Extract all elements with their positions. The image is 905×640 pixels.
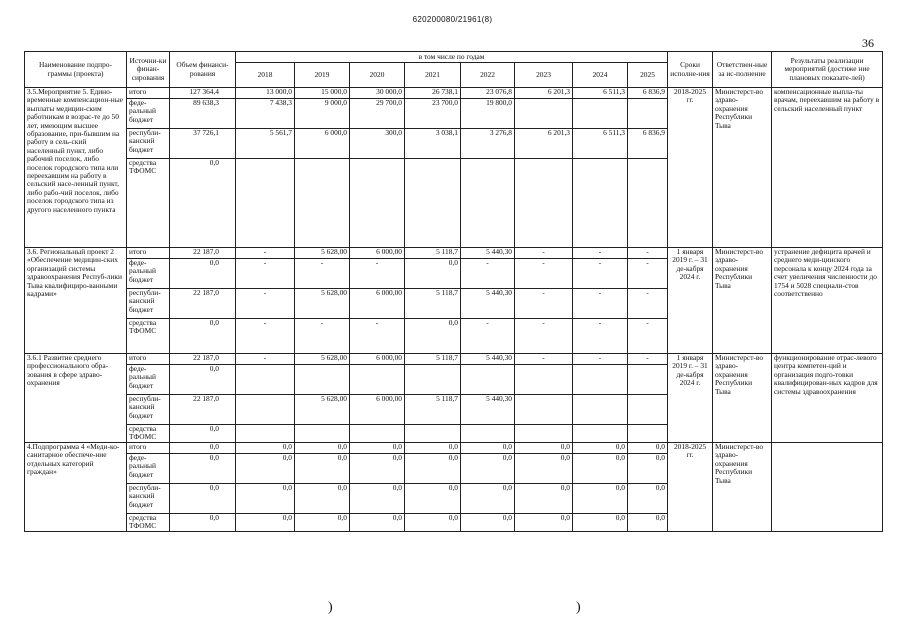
year-value: 6 201,3 — [515, 88, 573, 99]
year-value — [573, 395, 628, 425]
header-source: Источни-ки финан-сирования — [127, 52, 170, 88]
header-terms: Сроки исполне-ния — [668, 52, 713, 88]
year-value: 0,0 — [515, 514, 573, 532]
header-by-years: в том числе по годам — [236, 52, 668, 63]
year-value — [236, 425, 295, 443]
funding-volume: 0,0 — [170, 159, 236, 248]
section-results: устранение дефицита врачей и среднего меди-цинского персонала к концу 2024 года за счет увеличения численности до 1754 и 5028 специали-стов соответственно — [772, 248, 883, 354]
year-value: 19 800,0 — [461, 99, 515, 129]
year-value: - — [573, 248, 628, 259]
year-value: 0,0 — [295, 514, 350, 532]
year-value — [405, 365, 461, 395]
year-value: 0,0 — [628, 514, 668, 532]
funding-source: феде-ральный бюджет — [127, 259, 170, 289]
year-value: 5 628,00 — [295, 248, 350, 259]
year-value: 0,0 — [350, 454, 405, 484]
year-value: 0,0 — [461, 514, 515, 532]
year-value — [628, 159, 668, 248]
year-value: 0,0 — [515, 454, 573, 484]
year-value: 0,0 — [236, 484, 295, 514]
year-value: 0,0 — [236, 443, 295, 454]
year-value: 9 000,0 — [295, 99, 350, 129]
year-value: 26 738,1 — [405, 88, 461, 99]
header-name: Наименование подпро-граммы (проекта) — [25, 52, 127, 88]
funding-source: итого — [127, 248, 170, 259]
year-value: 7 438,3 — [236, 99, 295, 129]
funding-volume: 22 187,0 — [170, 395, 236, 425]
table-row — [25, 354, 883, 365]
year-value: - — [573, 319, 628, 354]
funding-volume: 22 187,0 — [170, 354, 236, 365]
year-value: - — [236, 354, 295, 365]
header-year: 2021 — [405, 63, 461, 88]
year-value: 0,0 — [295, 443, 350, 454]
year-value: 23 700,0 — [405, 99, 461, 129]
year-value: 5 561,7 — [236, 129, 295, 159]
year-value: 6 511,3 — [573, 88, 628, 99]
section-name: 3.5.Мероприятие 5. Едино-временные компенсацион-ные выплаты медицин-ским работникам в возрас-те до 50 лет, имеющим высшее образование, при-бывшим на работу в сель-ский населенный пункт, либо рабочий поселок, либо поселок городского типа или переехавшим на работу в сельский насе-ленный пункт, либо рабо-чий поселок, либо поселок городского типа из другого населенного пункта — [25, 88, 127, 248]
funding-source: феде-ральный бюджет — [127, 99, 170, 129]
year-value — [350, 425, 405, 443]
year-value: 6 000,0 — [295, 129, 350, 159]
year-value: - — [236, 259, 295, 289]
funding-source: средства ТФОМС — [127, 319, 170, 354]
year-value: - — [295, 259, 350, 289]
year-value: 15 000,0 — [295, 88, 350, 99]
year-value: - — [461, 259, 515, 289]
funding-source: республи-канский бюджет — [127, 129, 170, 159]
year-value: 0,0 — [405, 484, 461, 514]
year-value: 3 276,8 — [461, 129, 515, 159]
year-value: 0,0 — [350, 484, 405, 514]
funding-source: республи-канский бюджет — [127, 289, 170, 319]
year-value: 0,0 — [405, 319, 461, 354]
year-value — [236, 365, 295, 395]
year-value: 0,0 — [461, 454, 515, 484]
year-value: 5 628,00 — [295, 289, 350, 319]
year-value: 0,0 — [628, 443, 668, 454]
year-value: - — [350, 259, 405, 289]
funding-volume: 0,0 — [170, 425, 236, 443]
year-value: - — [628, 319, 668, 354]
section-responsible: Министерст-во здраво-охранения Республики Тыва — [713, 443, 772, 532]
header-year: 2024 — [573, 63, 628, 88]
year-value: - — [236, 289, 295, 319]
section-terms: 2018-2025 гг. — [668, 88, 713, 248]
funding-volume: 0,0 — [170, 319, 236, 354]
year-value: - — [573, 259, 628, 289]
section-results: функционирование отрас-левого центра компетен-ций и организация подго-товки квалифицирован-ных кадров для системы здравоохранения — [772, 354, 883, 443]
year-value: 300,0 — [350, 129, 405, 159]
header-year: 2018 — [236, 63, 295, 88]
year-value: - — [573, 289, 628, 319]
year-value: - — [515, 248, 573, 259]
year-value — [628, 99, 668, 129]
funding-volume: 89 638,3 — [170, 99, 236, 129]
year-value — [350, 365, 405, 395]
year-value — [295, 365, 350, 395]
year-value: 3 038,1 — [405, 129, 461, 159]
year-value: 5 628,00 — [295, 395, 350, 425]
year-value: - — [515, 259, 573, 289]
header-year: 2020 — [350, 63, 405, 88]
year-value: - — [515, 354, 573, 365]
year-value: 0,0 — [236, 514, 295, 532]
year-value: 5 118,7 — [405, 395, 461, 425]
year-value: 0,0 — [515, 443, 573, 454]
funding-source: итого — [127, 443, 170, 454]
year-value — [628, 365, 668, 395]
year-value: 0,0 — [405, 443, 461, 454]
funding-volume: 22 187,0 — [170, 248, 236, 259]
year-value: 5 628,00 — [295, 354, 350, 365]
year-value — [573, 159, 628, 248]
year-value — [628, 425, 668, 443]
year-value: - — [236, 319, 295, 354]
year-value — [573, 425, 628, 443]
header-year: 2023 — [515, 63, 573, 88]
section-results — [772, 443, 883, 532]
year-value: 0,0 — [405, 259, 461, 289]
header-responsible: Ответствен-ные за ис-полнение — [713, 52, 772, 88]
section-name: 3.6. Региональный проект 2 «Обеспечение медицин-ских организаций системы здравоохранения Респуб-лики Тыва квалифициро-ванными кадрами» — [25, 248, 127, 354]
section-results: компенсационные выпла-ты врачам, переехавшим на работу в сельский населенный пункт — [772, 88, 883, 248]
year-value: 5 440,30 — [461, 354, 515, 365]
funding-source: итого — [127, 354, 170, 365]
year-value: - — [628, 289, 668, 319]
year-value: 5 118,7 — [405, 289, 461, 319]
section-name: 4.Подпрограмма 4 «Меди-ко-санитарное обеспече-ние отдельных категорий граждан» — [25, 443, 127, 532]
funding-volume: 0,0 — [170, 514, 236, 532]
year-value — [405, 425, 461, 443]
funding-volume: 0,0 — [170, 484, 236, 514]
year-value — [573, 365, 628, 395]
year-value: 6 000,00 — [350, 395, 405, 425]
year-value: 0,0 — [573, 443, 628, 454]
section-terms: 2018-2025 гг. — [668, 443, 713, 532]
year-value: 29 700,0 — [350, 99, 405, 129]
year-value: 6 836,9 — [628, 129, 668, 159]
year-value: 0,0 — [350, 443, 405, 454]
year-value — [573, 99, 628, 129]
year-value: 6 000,00 — [350, 248, 405, 259]
year-value: - — [515, 289, 573, 319]
year-value: - — [236, 248, 295, 259]
year-value: 0,0 — [295, 484, 350, 514]
header-year: 2025 — [628, 63, 668, 88]
section-responsible: Министерст-во здраво-охранения Республики Тыва — [713, 354, 772, 443]
funding-volume: 0,0 — [170, 365, 236, 395]
year-value — [236, 395, 295, 425]
year-value: - — [295, 319, 350, 354]
year-value — [405, 159, 461, 248]
page-number: 36 — [862, 36, 874, 50]
year-value: - — [628, 248, 668, 259]
year-value: 0,0 — [350, 514, 405, 532]
year-value — [350, 159, 405, 248]
year-value: 6 201,3 — [515, 129, 573, 159]
year-value — [628, 395, 668, 425]
year-value — [461, 425, 515, 443]
table-row — [25, 88, 883, 99]
year-value: 6 000,00 — [350, 289, 405, 319]
year-value — [515, 425, 573, 443]
year-value — [515, 365, 573, 395]
year-value — [515, 99, 573, 129]
funding-volume: 0,0 — [170, 259, 236, 289]
year-value: - — [628, 354, 668, 365]
funding-volume: 22 187,0 — [170, 289, 236, 319]
footer-mark: ) — [328, 600, 333, 615]
year-value: 13 000,0 — [236, 88, 295, 99]
header-volume: Объем финанси-рования — [170, 52, 236, 88]
year-value: 0,0 — [573, 514, 628, 532]
year-value: 0,0 — [295, 454, 350, 484]
year-value: - — [461, 319, 515, 354]
year-value: 5 440,30 — [461, 289, 515, 319]
funding-volume: 0,0 — [170, 454, 236, 484]
year-value: 6 511,3 — [573, 129, 628, 159]
year-value: 6 836,9 — [628, 88, 668, 99]
header-year: 2019 — [295, 63, 350, 88]
funding-source: средства ТФОМС — [127, 425, 170, 443]
funding-volume: 0,0 — [170, 443, 236, 454]
year-value — [461, 159, 515, 248]
year-value: 23 076,8 — [461, 88, 515, 99]
year-value — [515, 395, 573, 425]
year-value: 0,0 — [515, 484, 573, 514]
header-results: Результаты реализации мероприятий (достиже ние плановых показате-лей) — [772, 52, 883, 88]
footer-mark: ) — [576, 600, 581, 615]
year-value: 0,0 — [405, 454, 461, 484]
year-value: 0,0 — [461, 443, 515, 454]
year-value — [461, 365, 515, 395]
section-terms: 1 января 2019 г. – 31 де-кабря 2024 г. — [668, 248, 713, 354]
year-value: 30 000,0 — [350, 88, 405, 99]
year-value: 0,0 — [628, 454, 668, 484]
funding-source: итого — [127, 88, 170, 99]
year-value: 0,0 — [461, 484, 515, 514]
financing-table — [24, 51, 883, 532]
year-value: 0,0 — [573, 454, 628, 484]
year-value: 0,0 — [236, 454, 295, 484]
year-value: - — [573, 354, 628, 365]
year-value — [295, 425, 350, 443]
year-value — [295, 159, 350, 248]
funding-source: средства ТФОМС — [127, 514, 170, 532]
section-responsible: Министерст-во здраво-охранения Республики Тыва — [713, 248, 772, 354]
year-value: 0,0 — [573, 484, 628, 514]
year-value: 0,0 — [405, 514, 461, 532]
funding-source: феде-ральный бюджет — [127, 365, 170, 395]
year-value: 0,0 — [628, 484, 668, 514]
year-value — [515, 159, 573, 248]
funding-source: средства ТФОМС — [127, 159, 170, 248]
year-value: 6 000,00 — [350, 354, 405, 365]
year-value: - — [515, 319, 573, 354]
section-name: 3.6.1 Развитие среднего профессионального обра-зования в сфере здраво-охранения — [25, 354, 127, 443]
year-value — [236, 159, 295, 248]
funding-volume: 37 726,1 — [170, 129, 236, 159]
table-row — [25, 248, 883, 259]
document-id: 620200080/21961(8) — [412, 15, 493, 24]
year-value: 5 440,30 — [461, 248, 515, 259]
funding-source: республи-канский бюджет — [127, 395, 170, 425]
year-value: - — [628, 259, 668, 289]
year-value: 5 118,7 — [405, 248, 461, 259]
year-value: - — [350, 319, 405, 354]
year-value: 5 440,30 — [461, 395, 515, 425]
funding-volume: 127 364,4 — [170, 88, 236, 99]
table-row — [25, 443, 883, 454]
header-year: 2022 — [461, 63, 515, 88]
section-terms: 1 января 2019 г. – 31 де-кабря 2024 г. — [668, 354, 713, 443]
funding-source: феде-ральный бюджет — [127, 454, 170, 484]
section-responsible: Министерст-во здраво-охранения Республики Тыва — [713, 88, 772, 248]
year-value: 5 118,7 — [405, 354, 461, 365]
funding-source: республи-канский бюджет — [127, 484, 170, 514]
